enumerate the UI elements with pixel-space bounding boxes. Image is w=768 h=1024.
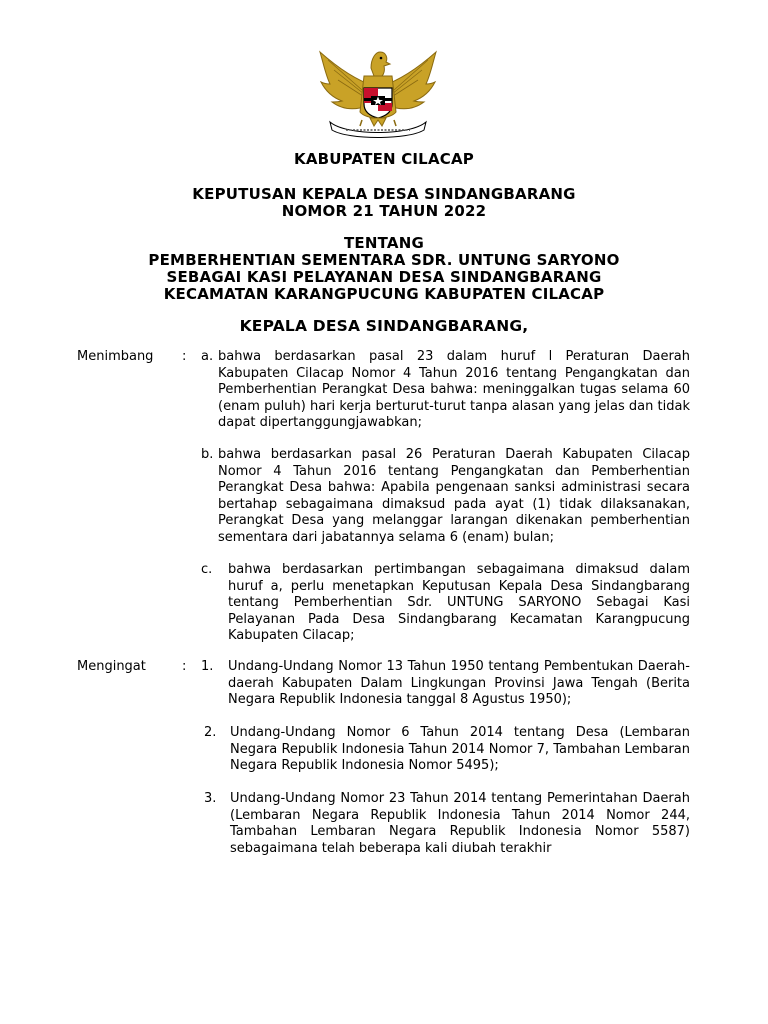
menimbang-colon: : <box>182 349 187 364</box>
mengingat-label: Mengingat <box>77 659 146 674</box>
decree-number: NOMOR 21 TAHUN 2022 <box>281 202 487 220</box>
about-label: TENTANG <box>344 234 424 252</box>
mengingat-item-3-text: Undang-Undang Nomor 23 Tahun 2014 tentang Pemerintahan Daerah (Lembaran Negara Republik Indonesia Tahun 2014 Nomor 244, Tambahan Lembaran Negara Republik Indonesia Nomor 5587) sebagaimana telah beberapa kali diubah terakhir <box>230 791 690 856</box>
menimbang-item-c-marker: c. <box>201 562 213 577</box>
issuer-title: KEPALA DESA SINDANGBARANG, <box>239 317 529 335</box>
mengingat-item-1-marker: 1. <box>201 659 214 674</box>
subject-line-1: PEMBERHENTIAN SEMENTARA SDR. UNTUNG SARYONO <box>148 251 620 269</box>
mengingat-item-3-marker: 3. <box>204 791 217 806</box>
mengingat-item-2-text: Undang-Undang Nomor 6 Tahun 2014 tentang Desa (Lembaran Negara Republik Indonesia Tahun 2014 Nomor 7, Tambahan Lembaran Negara Republik Indonesia Nomor 5495); <box>230 725 690 773</box>
mengingat-item-2-marker: 2. <box>204 725 217 740</box>
mengingat-item-1-text: Undang-Undang Nomor 13 Tahun 1950 tentang Pembentukan Daerah-daerah Kabupaten Dalam Lingkungan Provinsi Jawa Tengah (Berita Negara Republik Indonesia tanggal 8 Agustus 1950); <box>228 659 690 707</box>
menimbang-item-c-text: bahwa berdasarkan pertimbangan sebagaimana dimaksud dalam huruf a, perlu menetapkan Keputusan Kepala Desa Sindangbarang tentang Pemberhentian Sdr. UNTUNG SARYONO Sebagai Kasi Pelayanan Pada Desa Sindangbarang Kecamatan Karangpucung Kabupaten Cilacap; <box>228 562 690 643</box>
menimbang-label: Menimbang <box>77 349 154 364</box>
region-title: KABUPATEN CILACAP <box>294 150 474 168</box>
subject-line-3: KECAMATAN KARANGPUCUNG KABUPATEN CILACAP <box>163 285 605 303</box>
subject-line-2: SEBAGAI KASI PELAYANAN DESA SINDANGBARANG <box>166 268 602 286</box>
menimbang-item-a-marker: a. <box>201 349 214 364</box>
menimbang-item-b-marker: b. <box>201 447 214 462</box>
garuda-pancasila-emblem <box>316 46 440 138</box>
decree-title: KEPUTUSAN KEPALA DESA SINDANGBARANG <box>192 185 576 203</box>
menimbang-item-a-text: bahwa berdasarkan pasal 23 dalam huruf l Peraturan Daerah Kabupaten Cilacap Nomor 4 Tahun 2016 tentang Pengangkatan dan Pemberhentian Perangkat Desa bahwa: meninggalkan tugas selama 60 (enam puluh) hari kerja berturut-turut tanpa alasan yang jelas dan tidak dapat dipertanggungjawabkan; <box>218 349 690 430</box>
mengingat-colon: : <box>182 659 187 674</box>
menimbang-item-b-text: bahwa berdasarkan pasal 26 Peraturan Daerah Kabupaten Cilacap Nomor 4 Tahun 2016 tentang Pengangkatan dan Pemberhentian Perangkat Desa bahwa: Apabila pengenaan sanksi administrasi secara bertahap sebagaimana dimaksud pada ayat (1) tidak dilaksanakan, Perangkat Desa yang melanggar larangan dikenakan pemberhentian sementara dari jabatannya selama 6 (enam) bulan; <box>218 447 690 545</box>
